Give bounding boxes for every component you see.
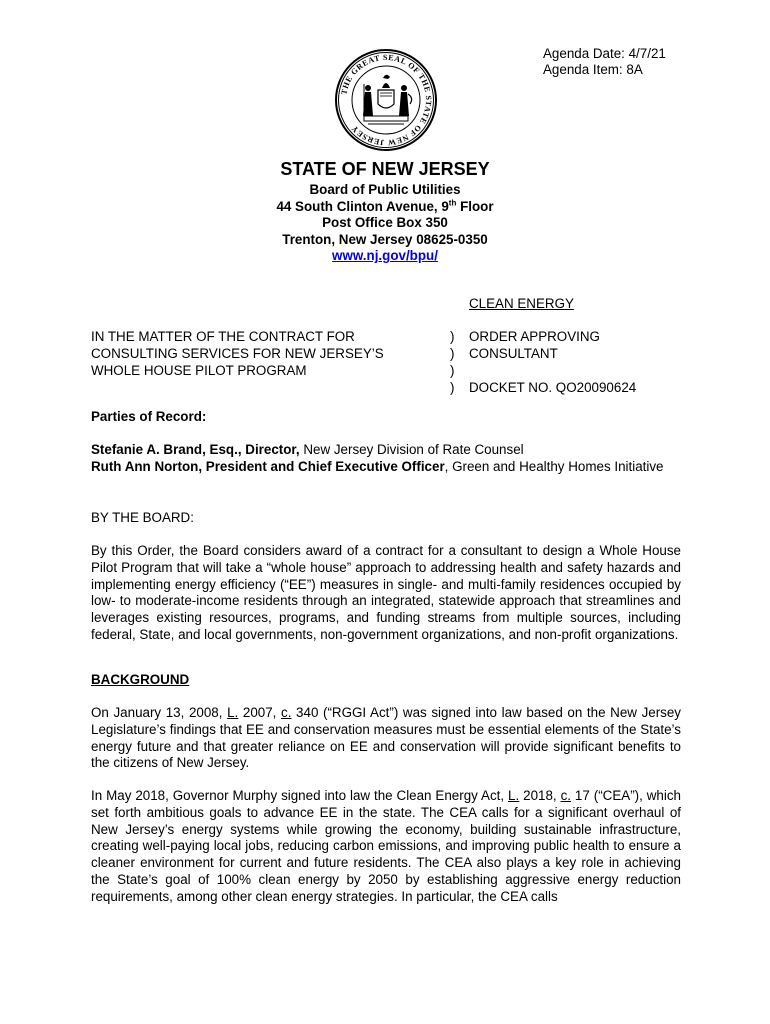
svg-text:THE GREAT SEAL OF THE STATE OF: [339, 53, 433, 147]
by-the-board: BY THE BOARD:: [91, 510, 194, 525]
text-run: 2018,: [519, 788, 561, 803]
intro-paragraph: By this Order, the Board considers award of a contract for a consultant to design a Whole House Pilot Program that will take a “whole house” approach to addressing health and safety hazards and implementing energy efficiency (“EE”) measures in single- and multi-family residences occupied by low- to moderate-income residents through an integrated, statewide approach that streamlines and leverages existing resources, programs, and funding streams from multiple sources, including federal, State, and local governments, non-government organizations, and non-profit organizations.: [91, 543, 681, 642]
order-title: [469, 328, 636, 396]
text-run: 2007,: [238, 705, 282, 720]
order-line: ORDER APPROVING: [469, 329, 600, 344]
party-org: , Green and Healthy Homes Initiative: [444, 458, 664, 474]
street-address: [0, 199, 770, 216]
city-zip: Trenton, New Jersey 08625-0350: [282, 231, 488, 247]
bpu-website-link[interactable]: www.nj.gov/bpu/: [332, 248, 438, 264]
floor-text: Floor: [456, 198, 494, 214]
text-run: In May 2018, Governor Murphy signed into law the Clean Energy Act,: [91, 788, 509, 803]
caption-line: IN THE MATTER OF THE CONTRACT FOR: [91, 329, 355, 344]
street-address-text: 44 South Clinton Avenue, 9: [276, 198, 449, 214]
caption-line: CONSULTING SERVICES FOR NEW JERSEY’S: [91, 346, 384, 361]
party-name: Stefanie A. Brand, Esq., Director,: [91, 442, 300, 457]
caption-divider: [450, 328, 454, 396]
party-green-healthy-homes: [91, 459, 681, 476]
citation-chapter: c.: [560, 788, 571, 803]
background-paragraph-2: [91, 788, 681, 906]
citation-laws: L.: [508, 788, 520, 803]
division-label: CLEAN ENERGY: [469, 296, 574, 311]
background-heading: BACKGROUND: [91, 672, 190, 687]
floor-ordinal: th: [448, 198, 457, 208]
text-run: 340 (“RGGI Act”) was signed into law based on the New Jersey Legislature’s findings that EE and conservation measures must be essential elements of the State’s energy future and that greater reliance on EE and conservation will provide significant benefits to the citizens of New Jersey.: [91, 705, 682, 771]
parties-list: [91, 442, 681, 476]
docket-number: DOCKET NO. QO20090624: [469, 380, 637, 395]
paren: ): [450, 363, 455, 378]
paren: ): [450, 380, 455, 395]
caption-line: WHOLE HOUSE PILOT PROGRAM: [91, 363, 307, 378]
seal-text: THE GREAT SEAL OF THE STATE OF NEW JERSEY: [339, 52, 434, 148]
citation-laws: L.: [227, 705, 239, 720]
background-paragraph-1: [91, 705, 681, 772]
agenda-item: Agenda Item: 8A: [543, 62, 643, 77]
citation-chapter: c.: [281, 705, 292, 720]
po-box: Post Office Box 350: [322, 215, 448, 231]
agency-header: [0, 158, 770, 265]
party-name: Ruth Ann Norton, President and Chief Executive Officer: [91, 458, 445, 474]
paren: ): [450, 329, 455, 344]
board-name: Board of Public Utilities: [309, 182, 461, 197]
party-rate-counsel: [91, 442, 681, 459]
state-title: STATE OF NEW JERSEY: [280, 159, 490, 179]
order-line: CONSULTANT: [469, 346, 558, 361]
case-caption: [91, 328, 384, 379]
agenda-date: Agenda Date: 4/7/21: [543, 46, 666, 61]
party-org: New Jersey Division of Rate Counsel: [299, 442, 524, 457]
paren: ): [450, 346, 455, 361]
order-spacer: [469, 362, 636, 379]
agenda-info: [543, 46, 666, 78]
new-jersey-state-seal-icon: [334, 48, 438, 152]
text-run: On January 13, 2008,: [91, 705, 228, 720]
parties-heading: Parties of Record:: [91, 409, 207, 424]
text-run: 17 (“CEA”), which set forth ambitious goals to advance EE in the state. The CEA calls for a significant overhaul of New Jersey’s energy systems while growing the economy, building sustainable infrastructure, creating well-paying local jobs, reducing carbon emissions, and improving public health to ensure a cleaner environment for current and future residents. The CEA also plays a key role in achieving the State’s goal of 100% clean energy by 2050 by establishing aggressive energy reduction requirements, among other clean energy strategies. In particular, the CEA calls: [91, 788, 681, 904]
